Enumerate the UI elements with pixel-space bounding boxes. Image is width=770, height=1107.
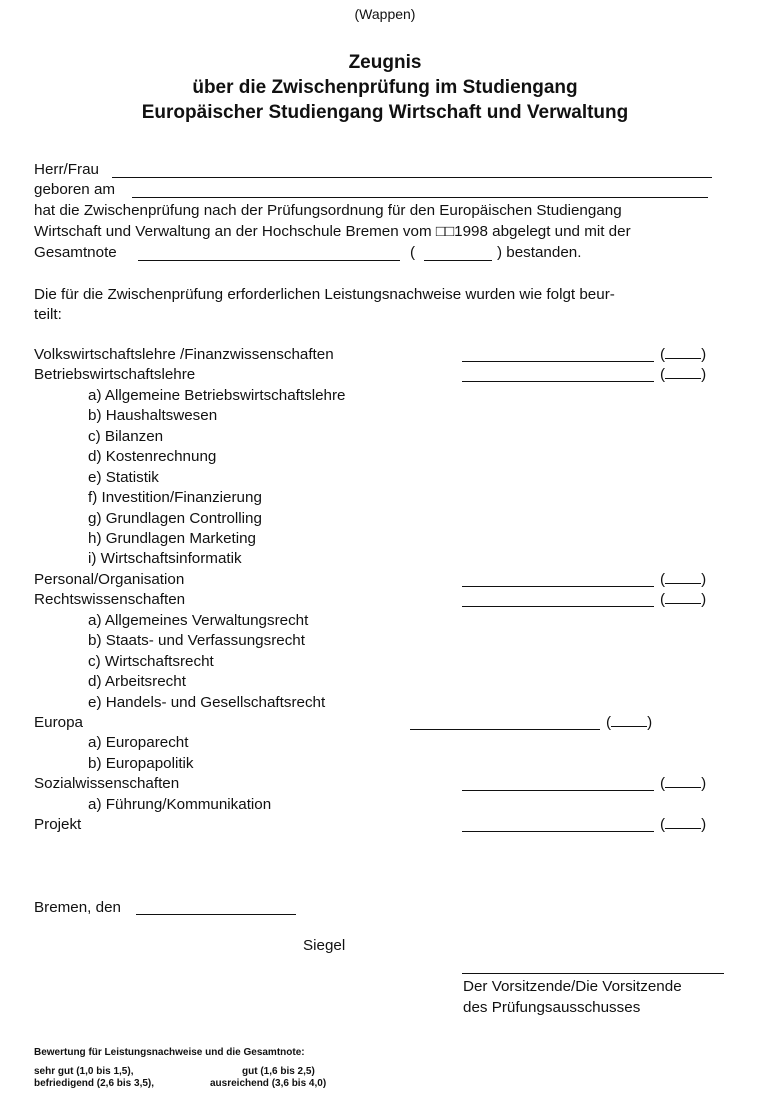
list-item: c) Bilanzen <box>88 428 164 445</box>
grade-scale-ausreichend: ausreichend (3,6 bis 4,0) <box>210 1078 327 1089</box>
name-field-line <box>112 177 712 178</box>
bremen-den-label: Bremen, den <box>34 899 121 916</box>
date-field-line <box>136 914 296 915</box>
subject-sozial: Sozialwissenschaften <box>34 775 180 792</box>
document-subtitle-programme: Europäischer Studiengang Wirtschaft und Verwaltung <box>141 102 629 123</box>
paragraph-line-1: Die für die Zwischenprüfung erforderlichen Leistungsnachweise wurden wie folgt beur- <box>34 286 615 303</box>
gesamtnote-numeric-line <box>424 260 492 261</box>
pruefungsausschuss-label: des Prüfungsausschusses <box>463 999 641 1016</box>
list-item: a) Europarecht <box>88 734 189 751</box>
list-item: d) Kostenrechnung <box>88 448 217 465</box>
subject-projekt: Projekt <box>34 816 82 833</box>
vorsitzende-label: Der Vorsitzende/Die Vorsitzende <box>463 978 682 995</box>
subject-betriebswirtschaft: Betriebswirtschaftslehre <box>34 366 196 383</box>
gesamtnote-field-line <box>138 260 400 261</box>
list-item: a) Führung/Kommunikation <box>88 796 272 813</box>
grade-paren-europa: ( ) <box>606 714 653 731</box>
grade-paren-projekt: ( ) <box>660 816 707 833</box>
list-item: e) Handels- und Gesellschaftsrecht <box>88 694 326 711</box>
list-item: a) Allgemeines Verwaltungsrecht <box>88 612 309 629</box>
document-title: Zeugnis <box>348 52 422 73</box>
grade-line-volkswirtschaft <box>462 361 654 362</box>
gesamtnote-label: Gesamtnote <box>34 244 117 261</box>
document-subtitle: über die Zwischenprüfung im Studiengang <box>192 77 578 98</box>
grade-paren-volkswirtschaft: ( ) <box>660 346 707 363</box>
grade-paren-recht: ( ) <box>660 591 707 608</box>
list-item: a) Allgemeine Betriebswirtschaftslehre <box>88 387 346 404</box>
list-item: f) Investition/Finanzierung <box>88 489 262 506</box>
grade-scale-gut: gut (1,6 bis 2,5) <box>242 1066 315 1077</box>
subject-volkswirtschaft: Volkswirtschaftslehre /Finanzwissenschaften <box>34 346 334 363</box>
gesamtnote-open-paren: ( <box>410 244 416 261</box>
list-item: c) Wirtschaftsrecht <box>88 653 214 670</box>
intro-line-2: Wirtschaft und Verwaltung an der Hochschule Bremen vom □□1998 abgelegt und mit der <box>34 223 631 240</box>
subject-europa: Europa <box>34 714 83 731</box>
subject-personal: Personal/Organisation <box>34 571 185 588</box>
list-item: g) Grundlagen Controlling <box>88 510 262 527</box>
paragraph-line-2: teilt: <box>34 306 62 323</box>
list-item: h) Grundlagen Marketing <box>88 530 256 547</box>
wappen-label: (Wappen) <box>354 6 416 22</box>
grade-scale-sehr-gut: sehr gut (1,0 bis 1,5), <box>34 1066 134 1077</box>
list-item: b) Haushaltswesen <box>88 407 218 424</box>
grade-paren-sozial: ( ) <box>660 775 707 792</box>
list-item: b) Europapolitik <box>88 755 194 772</box>
birthdate-field-line <box>132 197 708 198</box>
bewertung-title: Bewertung für Leistungsnachweise und die Gesamtnote: <box>34 1047 305 1058</box>
geboren-am-label: geboren am <box>34 181 116 198</box>
list-item: i) Wirtschaftsinformatik <box>88 550 242 567</box>
subject-recht: Rechtswissenschaften <box>34 591 186 608</box>
list-item: e) Statistik <box>88 469 159 486</box>
herr-frau-label: Herr/Frau <box>34 161 99 178</box>
grade-line-sozial <box>462 790 654 791</box>
grade-line-betriebswirtschaft <box>462 381 654 382</box>
grade-paren-personal: ( ) <box>660 571 707 588</box>
grade-line-projekt <box>462 831 654 832</box>
grade-scale-befriedigend: befriedigend (2,6 bis 3,5), <box>34 1078 155 1089</box>
siegel-label: Siegel <box>303 937 346 954</box>
grade-line-recht <box>462 606 654 607</box>
grade-paren-betriebswirtschaft: ( ) <box>660 366 707 383</box>
bestanden-label: ) bestanden. <box>497 244 582 261</box>
signature-line <box>462 973 724 974</box>
grade-line-europa <box>410 729 600 730</box>
intro-line-1: hat die Zwischenprüfung nach der Prüfungsordnung für den Europäischen Studiengang <box>34 202 622 219</box>
list-item: b) Staats- und Verfassungsrecht <box>88 632 305 649</box>
grade-line-personal <box>462 586 654 587</box>
list-item: d) Arbeitsrecht <box>88 673 186 690</box>
